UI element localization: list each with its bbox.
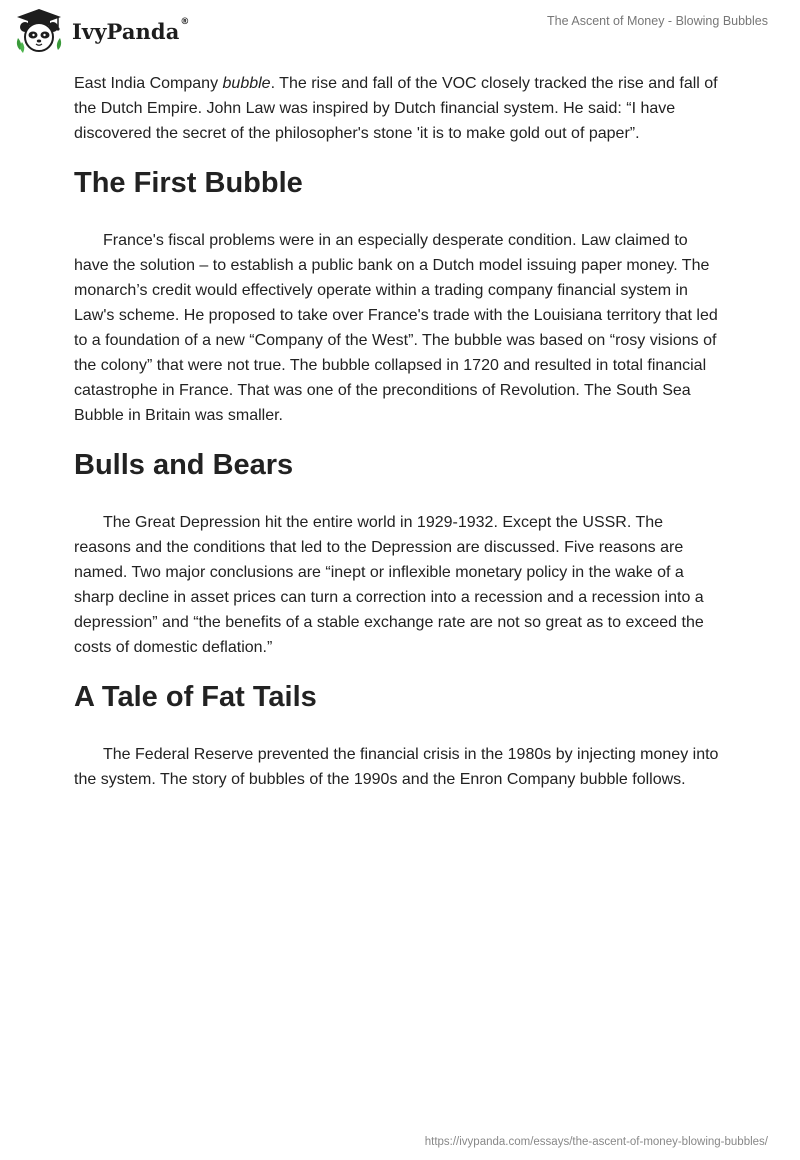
ivypanda-logo[interactable] xyxy=(14,8,190,54)
registered-mark: ® xyxy=(180,16,190,27)
intro-emphasis: bubble xyxy=(222,75,271,92)
essay-content xyxy=(74,71,724,792)
panda-mascot-icon xyxy=(14,8,64,54)
source-url-link[interactable]: https://ivypanda.com/essays/the-ascent-of-money-blowing-bubbles/ xyxy=(424,1136,768,1148)
page-header xyxy=(0,0,800,60)
section-body-fat-tails: The Federal Reserve prevented the financial crisis in the 1980s by injecting money into the system. The story of bubbles of the 1990s and the Enron Company bubble follows. xyxy=(74,746,719,788)
section-heading-fat-tails: A Tale of Fat Tails xyxy=(74,681,317,713)
document-title: The Ascent of Money - Blowing Bubbles xyxy=(547,14,768,28)
section-body-bulls-and-bears: The Great Depression hit the entire world in 1929-1932. Except the USSR. The reasons and the conditions that led to the Depression are discussed. Five reasons are named. Two major conclusions are “inept or inflexible monetary policy in the wake of a sharp decline in asset prices can turn a correction into a recession and a recession into a depression” and “the benefits of a stable exchange rate are not so great as to exceed the costs of domestic deflation.” xyxy=(74,514,704,656)
intro-text-start: East India Company xyxy=(74,75,223,92)
logo-wordmark: IvyPanda® xyxy=(72,16,190,44)
section-body-first-bubble: France's fiscal problems were in an especially desperate condition. Law claimed to have the solution – to establish a public bank on a Dutch model issuing paper money. The monarch’s credit would effectively operate within a trading company financial system in Law's scheme. He proposed to take over France's trade with the Louisiana territory that led to a foundation of a new “Company of the West”. The bubble was based on “rosy visions of the colony” that were not true. The bubble collapsed in 1720 and resulted in total financial catastrophe in France. That was one of the preconditions of Revolution. The South Sea Bubble in Britain was smaller. xyxy=(74,232,718,424)
section-heading-bulls-and-bears: Bulls and Bears xyxy=(74,449,294,481)
intro-text-end: . The rise and fall of the VOC closely tracked the rise and fall of the Dutch Empire. John Law was inspired by Dutch financial system. He said: “I have discovered the secret of the philosopher's stone 'it is to make gold out of paper”. xyxy=(74,75,718,142)
intro-paragraph xyxy=(74,71,724,146)
section-heading-first-bubble: The First Bubble xyxy=(74,167,303,199)
